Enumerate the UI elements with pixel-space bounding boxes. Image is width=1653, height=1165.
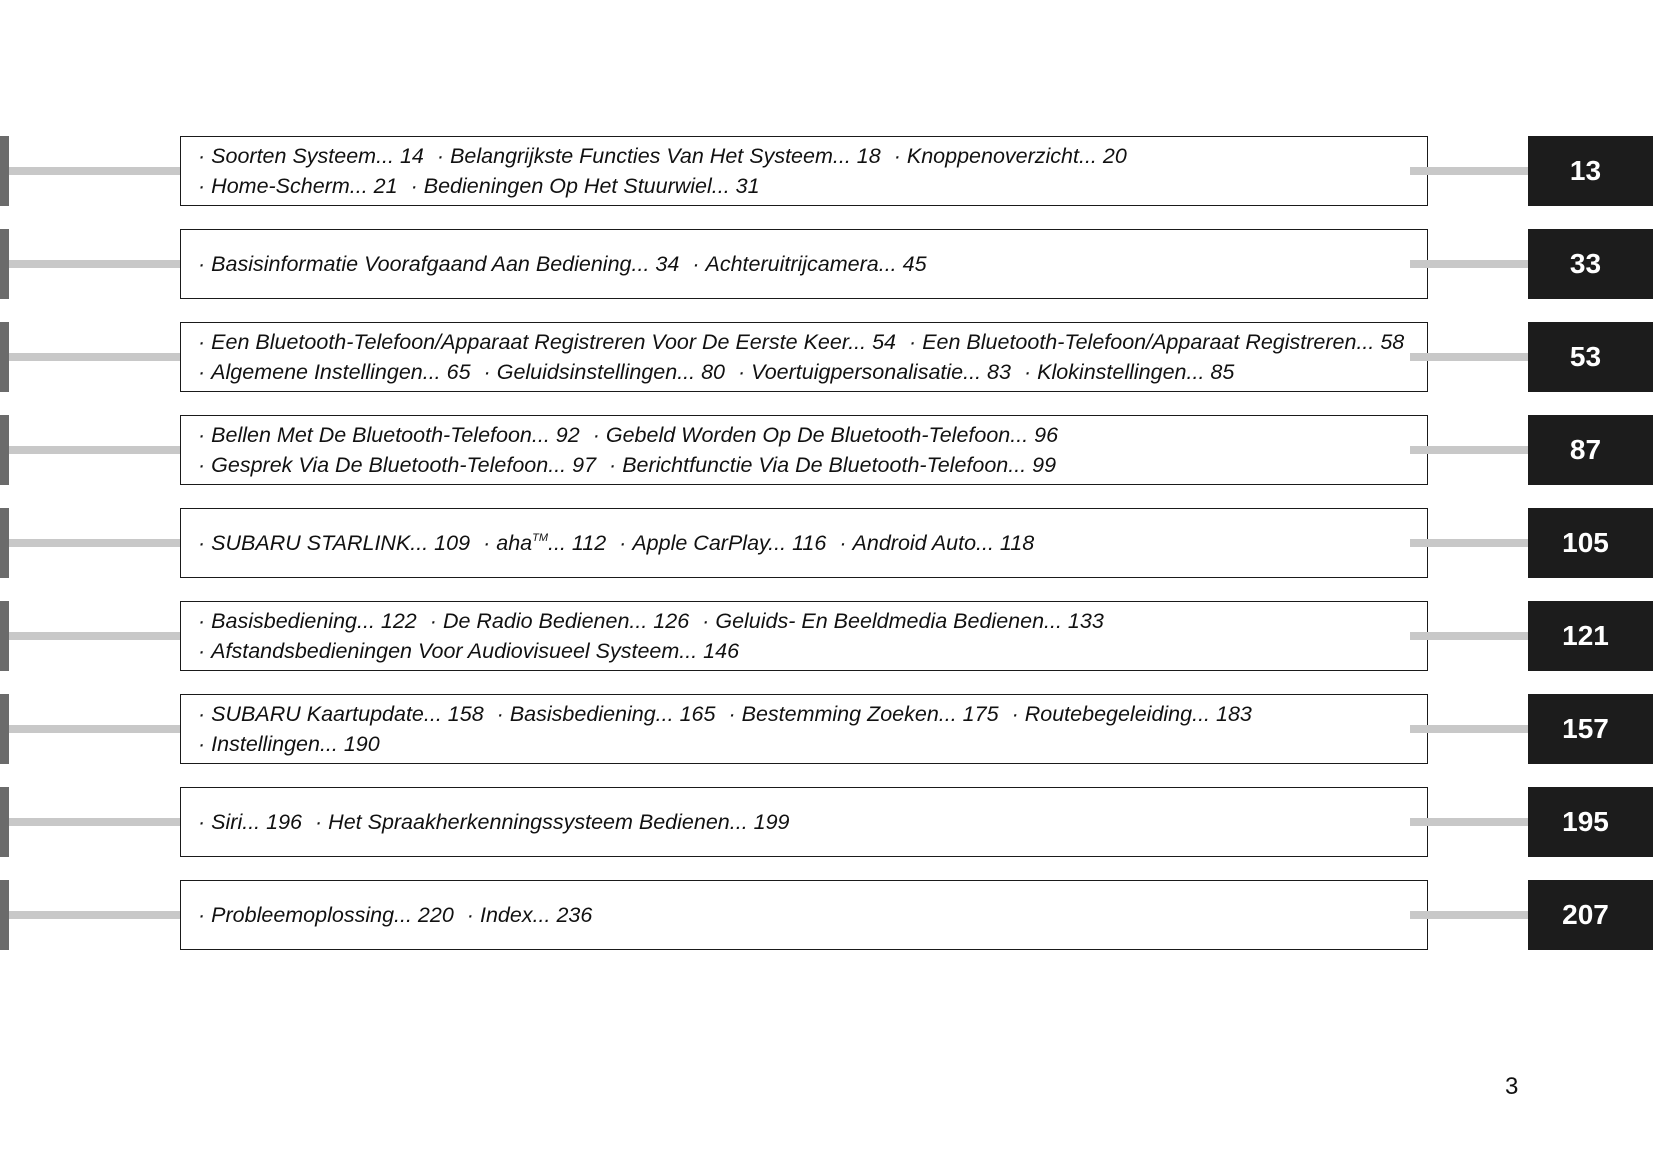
topic-line <box>198 528 1427 558</box>
connector-line-left <box>9 446 181 454</box>
topic-line <box>198 171 1427 201</box>
chapter-topics-box <box>180 229 1428 299</box>
topic-link[interactable]: · Een Bluetooth-Telefoon/Apparaat Registreren Voor De Eerste Keer... 54 <box>198 330 897 354</box>
topic-link[interactable]: · Een Bluetooth-Telefoon/Apparaat Registreren... 58 <box>909 330 1405 354</box>
edge-marker <box>0 136 9 206</box>
bullet-icon: · <box>592 423 600 447</box>
connector-line-left <box>9 353 181 361</box>
topic-link[interactable]: · Probleemoplossing... 220 <box>198 903 454 927</box>
bullet-icon: · <box>483 360 491 384</box>
chapter-page-tab[interactable]: 87 <box>1528 415 1653 485</box>
topic-link[interactable]: · Apple CarPlay... 116 <box>619 531 827 555</box>
chapter-topics-box <box>180 694 1428 764</box>
chapter-page-tab[interactable]: 207 <box>1528 880 1653 950</box>
connector-line-right <box>1410 446 1528 454</box>
bullet-icon: · <box>483 531 491 555</box>
toc-row <box>0 229 1653 299</box>
bullet-icon: · <box>909 330 917 354</box>
bullet-icon: · <box>702 609 710 633</box>
edge-marker <box>0 322 9 392</box>
bullet-icon: · <box>466 903 474 927</box>
bullet-icon: · <box>198 531 206 555</box>
chapter-topics-box <box>180 601 1428 671</box>
topic-link[interactable]: · SUBARU STARLINK... 109 <box>198 531 471 555</box>
connector-line-left <box>9 818 181 826</box>
chapter-page-tab[interactable]: 53 <box>1528 322 1653 392</box>
topic-link[interactable]: · Voertuigpersonalisatie... 83 <box>738 360 1011 384</box>
chapter-topics-box <box>180 322 1428 392</box>
topic-link[interactable]: · Index... 236 <box>466 903 593 927</box>
bullet-icon: · <box>198 423 206 447</box>
chapter-topics-box <box>180 787 1428 857</box>
chapter-page-tab[interactable]: 13 <box>1528 136 1653 206</box>
toc-row <box>0 880 1653 950</box>
toc-row <box>0 322 1653 392</box>
topic-link[interactable]: · Gebeld Worden Op De Bluetooth-Telefoon... 96 <box>592 423 1059 447</box>
topic-link[interactable]: · aha™... 112 <box>483 531 607 555</box>
topic-line <box>198 450 1427 480</box>
topic-link[interactable]: · Android Auto... 118 <box>839 531 1035 555</box>
bullet-icon: · <box>198 903 206 927</box>
topic-link[interactable]: · Geluidsinstellingen... 80 <box>483 360 725 384</box>
connector-line-left <box>9 167 181 175</box>
topic-link[interactable]: · Instellingen... 190 <box>198 732 380 756</box>
edge-marker <box>0 694 9 764</box>
topic-link[interactable]: · Basisbediening... 165 <box>496 702 716 726</box>
topic-line <box>198 606 1427 636</box>
topic-line <box>198 420 1427 450</box>
edge-marker <box>0 880 9 950</box>
topic-line <box>198 900 1427 930</box>
topic-link[interactable]: · Soorten Systeem... 14 <box>198 144 424 168</box>
bullet-icon: · <box>198 810 206 834</box>
chapter-topics-box <box>180 136 1428 206</box>
toc-row <box>0 694 1653 764</box>
bullet-icon: · <box>496 702 504 726</box>
connector-line-left <box>9 911 181 919</box>
edge-marker <box>0 787 9 857</box>
connector-line-left <box>9 260 181 268</box>
topic-line <box>198 141 1427 171</box>
topic-link[interactable]: · Basisbediening... 122 <box>198 609 417 633</box>
connector-line-right <box>1410 911 1528 919</box>
topic-link[interactable]: · Gesprek Via De Bluetooth-Telefoon... 97 <box>198 453 597 477</box>
connector-line-left <box>9 632 181 640</box>
connector-line-right <box>1410 818 1528 826</box>
toc-row <box>0 415 1653 485</box>
bullet-icon: · <box>738 360 746 384</box>
bullet-icon: · <box>692 252 700 276</box>
chapter-topics-box <box>180 415 1428 485</box>
topic-link[interactable]: · Siri... 196 <box>198 810 302 834</box>
connector-line-right <box>1410 632 1528 640</box>
topic-line <box>198 636 1427 666</box>
chapter-page-tab[interactable]: 121 <box>1528 601 1653 671</box>
topic-link[interactable]: · Bedieningen Op Het Stuurwiel... 31 <box>410 174 760 198</box>
bullet-icon: · <box>198 174 206 198</box>
toc-row <box>0 136 1653 206</box>
chapter-page-tab[interactable]: 157 <box>1528 694 1653 764</box>
topic-link[interactable]: · Afstandsbedieningen Voor Audiovisueel Systeem... 146 <box>198 639 740 663</box>
topic-link[interactable]: · Algemene Instellingen... 65 <box>198 360 471 384</box>
chapter-topics-box <box>180 508 1428 578</box>
connector-line-left <box>9 539 181 547</box>
topic-link[interactable]: · Bestemming Zoeken... 175 <box>728 702 999 726</box>
chapter-page-tab[interactable]: 105 <box>1528 508 1653 578</box>
bullet-icon: · <box>429 609 437 633</box>
topic-line <box>198 249 1427 279</box>
topic-line <box>198 699 1427 729</box>
bullet-icon: · <box>198 252 206 276</box>
connector-line-right <box>1410 260 1528 268</box>
topic-line <box>198 357 1427 387</box>
bullet-icon: · <box>198 609 206 633</box>
bullet-icon: · <box>198 702 206 726</box>
bullet-icon: · <box>410 174 418 198</box>
topic-line <box>198 327 1427 357</box>
page-number: 3 <box>1505 1073 1519 1100</box>
topic-link[interactable]: · Routebegeleiding... 183 <box>1011 702 1252 726</box>
bullet-icon: · <box>619 531 627 555</box>
topic-link[interactable]: · De Radio Bedienen... 126 <box>429 609 690 633</box>
edge-marker <box>0 601 9 671</box>
topic-link[interactable]: · Basisinformatie Voorafgaand Aan Bediening... 34 <box>198 252 680 276</box>
bullet-icon: · <box>315 810 323 834</box>
connector-line-left <box>9 725 181 733</box>
edge-marker <box>0 508 9 578</box>
chapter-page-tab[interactable]: 195 <box>1528 787 1653 857</box>
connector-line-right <box>1410 539 1528 547</box>
bullet-icon: · <box>198 732 206 756</box>
topic-line <box>198 807 1427 837</box>
bullet-icon: · <box>893 144 901 168</box>
bullet-icon: · <box>198 453 206 477</box>
toc-row <box>0 508 1653 578</box>
bullet-icon: · <box>198 360 206 384</box>
topic-link[interactable]: · Berichtfunctie Via De Bluetooth-Telefoon... 99 <box>609 453 1057 477</box>
topic-link[interactable]: · Knoppenoverzicht... 20 <box>893 144 1127 168</box>
bullet-icon: · <box>839 531 847 555</box>
bullet-icon: · <box>436 144 445 168</box>
topic-link[interactable]: · SUBARU Kaartupdate... 158 <box>198 702 484 726</box>
edge-marker <box>0 415 9 485</box>
edge-marker <box>0 229 9 299</box>
topic-line <box>198 729 1427 759</box>
topic-link[interactable]: · Geluids- En Beeldmedia Bedienen... 133 <box>702 609 1104 633</box>
toc-row <box>0 787 1653 857</box>
bullet-icon: · <box>1011 702 1019 726</box>
connector-line-right <box>1410 167 1528 175</box>
chapter-topics-box <box>180 880 1428 950</box>
connector-line-right <box>1410 725 1528 733</box>
bullet-icon: · <box>1023 360 1032 384</box>
topic-link[interactable]: · Het Spraakherkenningssysteem Bedienen... 199 <box>315 810 790 834</box>
chapter-page-tab[interactable]: 33 <box>1528 229 1653 299</box>
topic-link[interactable]: · Achteruitrijcamera... 45 <box>692 252 927 276</box>
topic-link[interactable]: · Belangrijkste Functies Van Het Systeem... 18 <box>436 144 881 168</box>
bullet-icon: · <box>609 453 617 477</box>
toc-row <box>0 601 1653 671</box>
bullet-icon: · <box>198 330 206 354</box>
topic-link[interactable]: · Klokinstellingen... 85 <box>1023 360 1235 384</box>
topic-link[interactable]: · Home-Scherm... 21 <box>198 174 398 198</box>
bullet-icon: · <box>198 639 206 663</box>
topic-link[interactable]: · Bellen Met De Bluetooth-Telefoon... 92 <box>198 423 580 447</box>
connector-line-right <box>1410 353 1528 361</box>
bullet-icon: · <box>728 702 736 726</box>
bullet-icon: · <box>198 144 206 168</box>
